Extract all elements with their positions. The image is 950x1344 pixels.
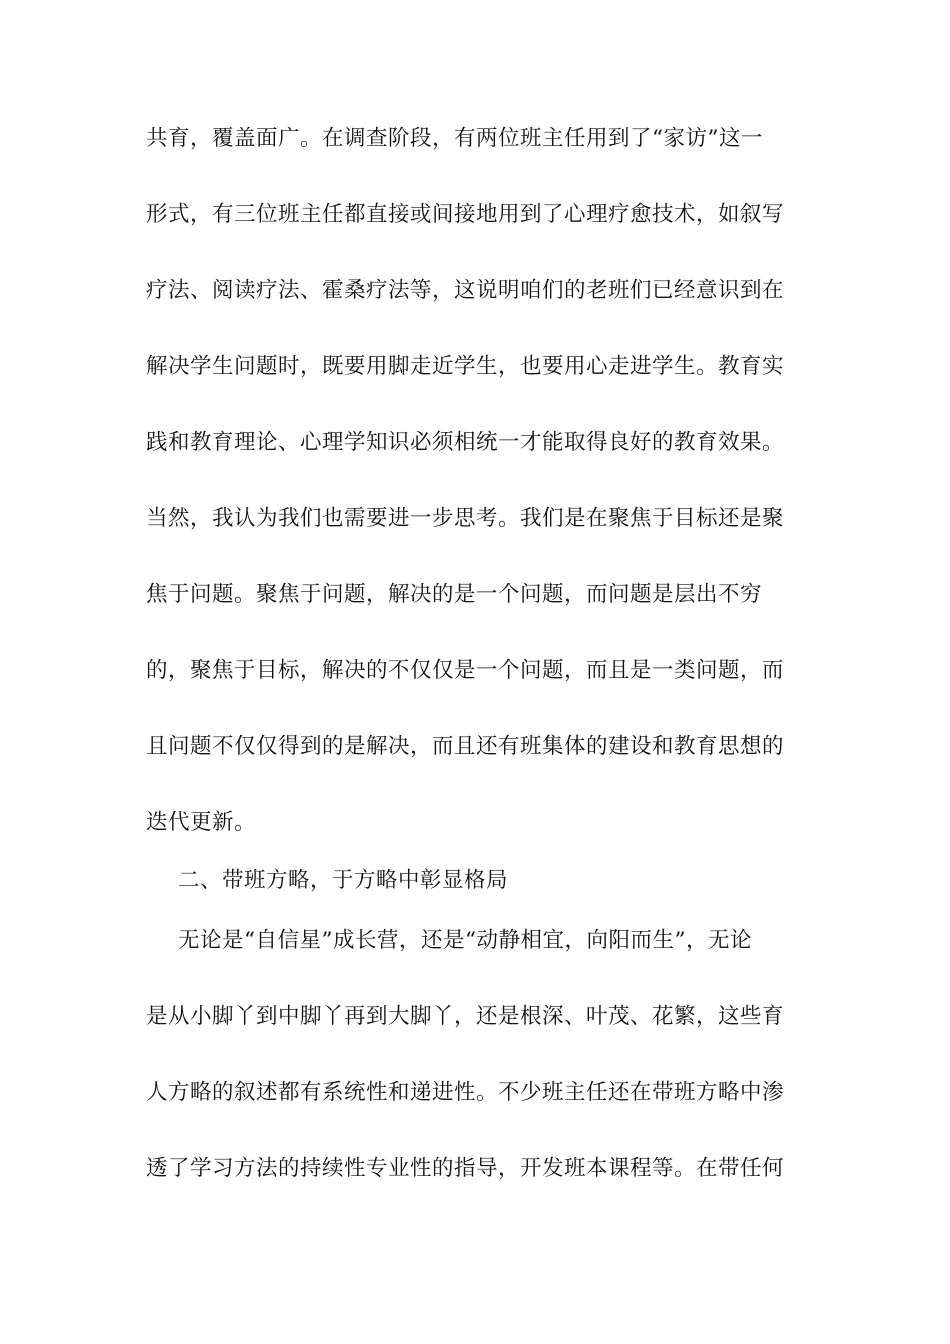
paragraph-line: 共育，覆盖面广。在调查阶段，有两位班主任用到了“家访”这一 bbox=[146, 126, 763, 151]
paragraph-line: 人方略的叙述都有系统性和递进性。不少班主任还在带班方略中渗 bbox=[146, 1080, 785, 1105]
paragraph-line: 迭代更新。 bbox=[146, 810, 257, 835]
paragraph-line: 无论是“自信星”成长营，还是“动静相宜，向阳而生”，无论 bbox=[178, 928, 752, 953]
paragraph-line: 是从小脚丫到中脚丫再到大脚丫，还是根深、叶茂、花繁，这些育 bbox=[146, 1004, 785, 1029]
paragraph-line: 解决学生问题时，既要用脚走近学生，也要用心走进学生。教育实 bbox=[146, 354, 785, 379]
paragraph-line: 的，聚焦于目标，解决的不仅仅是一个问题，而且是一类问题，而 bbox=[146, 658, 785, 683]
paragraph-line: 透了学习方法的持续性专业性的指导，开发班本课程等。在带任何 bbox=[146, 1156, 785, 1181]
paragraph-line: 疗法、阅读疗法、霍桑疗法等，这说明咱们的老班们已经意识到在 bbox=[146, 278, 785, 303]
section-heading: 二、带班方略，于方略中彰显格局 bbox=[178, 868, 509, 893]
paragraph-line: 当然，我认为我们也需要进一步思考。我们是在聚焦于目标还是聚 bbox=[146, 506, 785, 531]
paragraph-line: 形式，有三位班主任都直接或间接地用到了心理疗愈技术，如叙写 bbox=[146, 202, 785, 227]
paragraph-line: 且问题不仅仅得到的是解决，而且还有班集体的建设和教育思想的 bbox=[146, 734, 785, 759]
paragraph-line: 焦于问题。聚焦于问题，解决的是一个问题，而问题是层出不穷 bbox=[146, 582, 763, 607]
paragraph-line: 践和教育理论、心理学知识必须相统一才能取得良好的教育效果。 bbox=[146, 430, 785, 455]
